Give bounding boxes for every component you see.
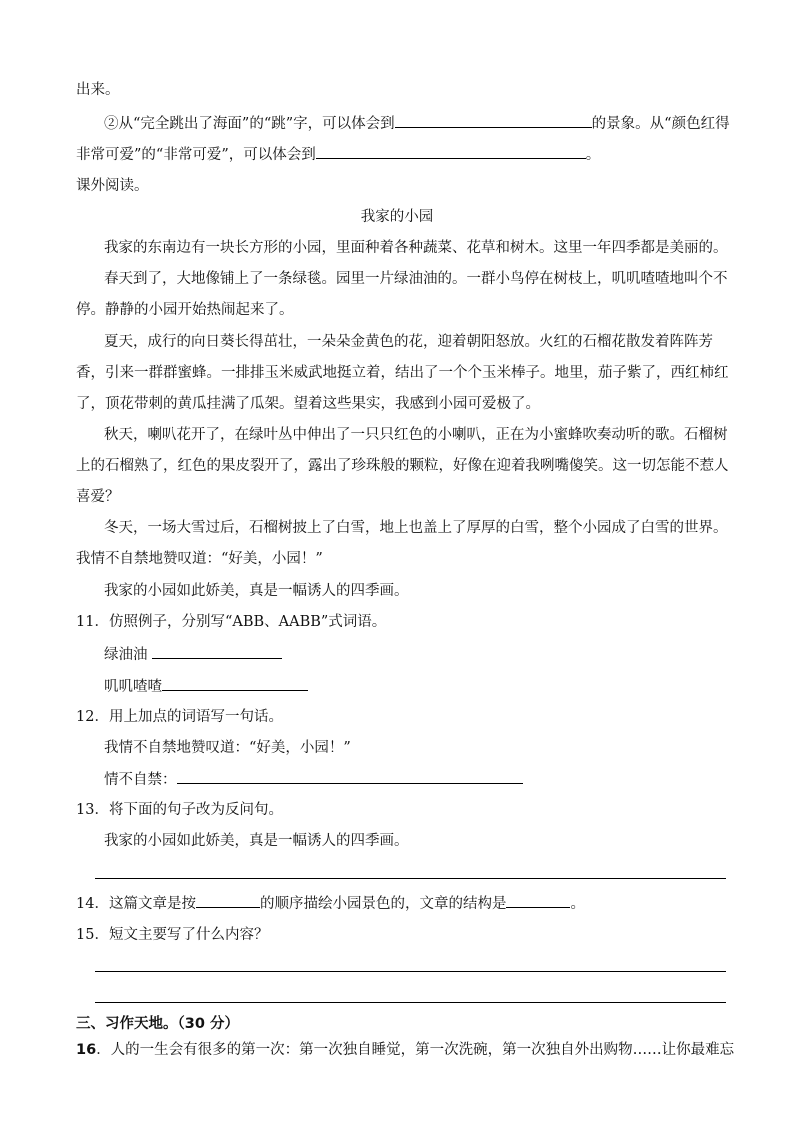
answer-blank[interactable] [395,113,592,128]
answer-blank[interactable] [506,893,570,908]
answer-blank[interactable] [196,893,260,908]
text: 非常可爱”的“非常可爱”，可以体会到 [76,147,316,163]
answer-blank[interactable] [162,676,308,691]
essay-paragraph: 夏天，成行的向日葵长得茁壮，一朵朵金黄色的花，迎着朝阳怒放。火红的石榴花散发着阵阵芳 [104,334,713,350]
answer-line [104,644,282,665]
essay-paragraph: 我情不自禁地赞叹道：“好美，小园！” [76,551,323,567]
essay-paragraph: 停。静静的小园开始热闹起来了。 [76,302,294,318]
essay-paragraph: 我家的东南边有一块长方形的小园，里面种着各种蔬菜、花草和树木。这里一年四季都是美丽的。 [104,240,728,256]
text: ②从“完全跳出了海面”的“跳”字，可以体会到 [104,116,395,132]
text: 叽叽喳喳 [104,679,162,695]
question-line [104,113,730,134]
text: 。 [570,896,585,912]
question-16 [76,1040,734,1060]
example-sentence: 我情不自禁地赞叹道：“好美，小园！” [104,740,351,756]
section-label: 课外阅读。 [76,178,149,194]
text: 绿油油 [104,647,148,663]
text: 。 [585,147,601,163]
essay-paragraph: 香，引来一群群蜜蜂。一排排玉米威武地挺立着，结出了一个个玉米棒子。地里，茄子紫了，西红柿红 [76,365,729,381]
essay-paragraph: 喜爱？ [76,489,120,505]
section-heading: 三、习作天地。（30 分） [76,1016,239,1032]
answer-line [104,769,523,790]
answer-rule[interactable] [95,878,726,879]
answer-line [104,676,308,697]
answer-blank[interactable] [316,144,586,159]
essay-paragraph: 我家的小园如此娇美，真是一幅诱人的四季画。 [104,583,409,599]
question-12: 12．用上加点的词语写一句话。 [76,709,283,725]
answer-rule[interactable] [95,1002,726,1003]
question-number: 16 [76,1042,97,1058]
answer-rule[interactable] [95,971,726,972]
essay-paragraph: 冬天，一场大雪过后，石榴树披上了白雪，地上也盖上了厚厚的白雪，整个小园成了白雪的世界。 [104,520,728,536]
example-sentence: 我家的小园如此娇美，真是一幅诱人的四季画。 [104,833,409,849]
essay-paragraph: 上的石榴熟了，红色的果皮裂开了，露出了珍珠般的颗粒，好像在迎着我咧嘴傻笑。这一切怎能不惹人 [76,458,729,474]
line-out: 出来。 [76,82,120,98]
essay-paragraph: 秋天，喇叭花开了，在绿叶丛中伸出了一只只红色的小喇叭，正在为小蜜蜂吹奏动听的歌。石榴树 [104,427,728,443]
question-13: 13．将下面的句子改为反问句。 [76,802,283,818]
text: 的景象。从“颜色红得 [591,116,730,132]
text: ．人的一生会有很多的第一次：第一次独自睡觉，第一次洗碗，第一次独自外出购物……让你最难忘 [96,1042,735,1058]
essay-title: 我家的小园 [360,209,434,225]
answer-blank[interactable] [177,769,523,784]
text: 的顺序描绘小园景色的，文章的结构是 [259,896,507,912]
essay-paragraph: 了，顶花带刺的黄瓜挂满了瓜架。望着这些果实，我感到小园可爱极了。 [76,396,540,412]
question-line [76,144,600,165]
essay-paragraph: 春天到了，大地像铺上了一条绿毯。园里一片绿油油的。一群小鸟停在树枝上，叽叽喳喳地叫个不 [104,271,728,287]
question-11: 11．仿照例子，分别写“ABB、AABB”式词语。 [76,614,387,630]
text: 14．这篇文章是按 [76,896,196,912]
answer-blank[interactable] [152,644,282,659]
text: 情不自禁： [104,772,177,788]
question-15: 15．短文主要写了什么内容？ [76,927,269,943]
question-14 [76,893,585,914]
